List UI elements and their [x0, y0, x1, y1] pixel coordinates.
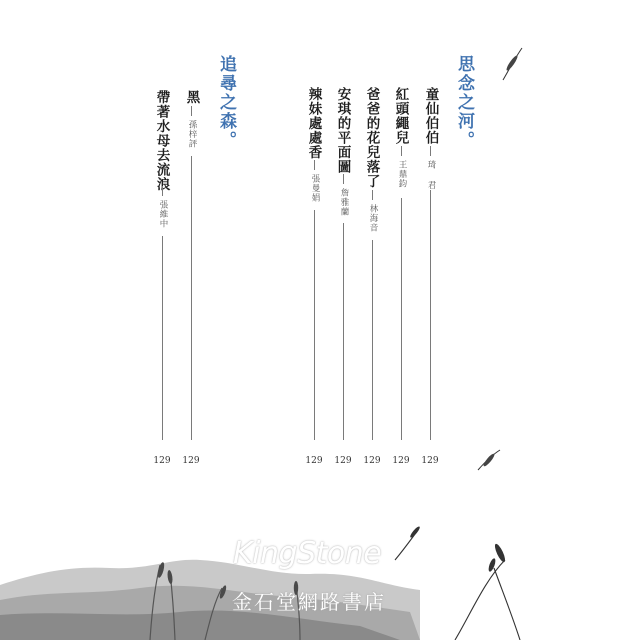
dash-separator — [372, 190, 373, 200]
toc-entry-author: 張曼娟 — [310, 174, 320, 203]
toc-entry-author: 孫梓評 — [187, 120, 197, 149]
page-number: 129 — [182, 456, 200, 466]
dash-separator — [314, 160, 315, 170]
dash-separator — [343, 174, 344, 184]
page-number: 129 — [392, 456, 410, 466]
toc-entry-title[interactable]: 辣妹處處香 — [305, 87, 322, 160]
section-title-forest: 追尋之森。 — [216, 55, 236, 150]
section-title-river: 思念之河。 — [454, 55, 474, 150]
leader-line — [430, 190, 431, 440]
toc-entry-title[interactable]: 紅頭繩兒 — [392, 87, 409, 145]
kingstone-watermark-subtitle: 金石堂網路書店 — [232, 590, 386, 614]
page-number: 129 — [305, 456, 323, 466]
leader-line — [343, 223, 344, 440]
toc-entry-author: 王鼎鈞 — [397, 160, 407, 189]
toc-entry-title[interactable]: 帶著水母去流浪 — [153, 90, 170, 192]
toc-entry-author: 張維中 — [158, 200, 168, 229]
toc-entry-author: 林海音 — [368, 204, 378, 233]
toc-entry-title[interactable]: 黑 — [183, 90, 200, 105]
page-number: 129 — [153, 456, 171, 466]
leader-line — [162, 236, 163, 440]
toc-entry-title[interactable]: 童仙伯伯 — [422, 87, 439, 145]
dash-separator — [401, 146, 402, 156]
leader-line — [401, 198, 402, 440]
dash-separator — [191, 106, 192, 116]
page-number: 129 — [421, 456, 439, 466]
page-number: 129 — [363, 456, 381, 466]
leader-line — [191, 156, 192, 440]
toc-entry-author: 詹雅蘭 — [339, 188, 349, 217]
page-number: 129 — [334, 456, 352, 466]
toc-entry-title[interactable]: 安琪的平面圖 — [334, 87, 351, 174]
leader-line — [372, 240, 373, 440]
toc-entry-title[interactable]: 爸爸的花兒落了 — [363, 87, 380, 189]
dash-separator — [430, 146, 431, 156]
kingstone-watermark: KingStone — [233, 536, 382, 571]
dash-separator — [162, 186, 163, 196]
toc-entry-author: 琦 君 — [426, 160, 436, 190]
leader-line — [314, 210, 315, 440]
